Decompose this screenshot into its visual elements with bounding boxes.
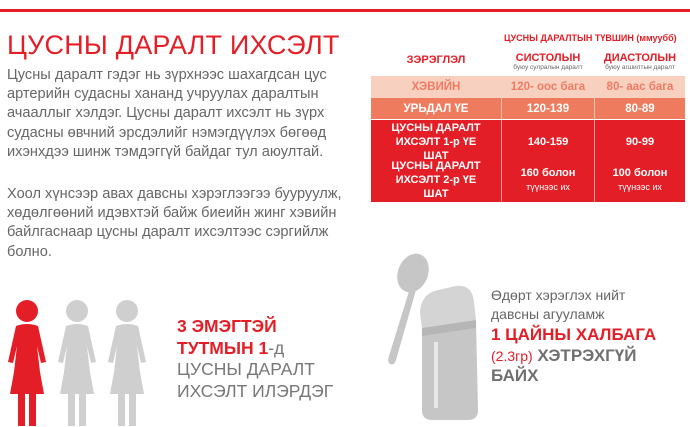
- cell-systolic: [502, 160, 594, 200]
- cell-systolic: 120-139: [526, 102, 570, 115]
- header-systolic: СИСТОЛЫН: [515, 52, 581, 64]
- table-row-normal: [371, 76, 685, 98]
- cell-diastolic: 80-89: [625, 102, 655, 115]
- woman-icon-red: [8, 300, 46, 426]
- cell-diastolic-sub: түүнээс их: [618, 182, 662, 192]
- table-header: [371, 46, 685, 75]
- table-row-prehypertension: [371, 98, 685, 119]
- header-diastolic: ДИАСТОЛЫН: [603, 52, 677, 64]
- women-figures-illustration: [0, 300, 170, 427]
- header-systolic-sub: буюу сулралын даралт: [513, 64, 583, 71]
- salt-recommendation: [491, 286, 690, 386]
- stat-line4: ИХСЭЛТ ИЛЭРДЭГ: [177, 380, 334, 401]
- header-stage: ЗЭРЭГЛЭЛ: [406, 54, 466, 66]
- salt-line4a: ХЭТРЭХГҮЙ: [537, 346, 637, 365]
- table-row-stage1: [371, 122, 685, 162]
- cell-stage: ХЭВИЙН: [411, 81, 461, 93]
- cell-diastolic: [595, 160, 685, 200]
- table-rows-hypertension: [371, 120, 685, 202]
- page-title: ЦУСНЫ ДАРАЛТ ИХСЭЛТ: [7, 30, 340, 60]
- salt-line1: Өдөрт хэрэглэх нийт: [491, 287, 626, 303]
- cell-diastolic: 90-99: [625, 136, 655, 148]
- cell-diastolic: 80- аас бага: [606, 81, 674, 93]
- salt-weight: (2.3гр): [491, 348, 533, 364]
- stat-line2-suffix: -д: [268, 337, 285, 358]
- salt-spoon-illustration: [380, 250, 492, 425]
- intro-paragraph: Цусны даралт гэдэг нь зүрхнээс шахагдсан цус артерийн судасны хананд учруулах даралтын ачааллыг хэлдэг. Цусны даралт ихсэлт нь зүрх судасны өвчний эрсдэлийг нэмэгдүүлэх бөгөөд ихэнхдээ шинж тэмдэггүй байдаг тул аюултай.: [7, 67, 327, 160]
- table-row-stage2: [371, 160, 685, 200]
- cell-stage: УРЬДАЛ ҮЕ: [403, 102, 469, 115]
- cell-stage: ЦУСНЫ ДАРАЛТ ИХСЭЛТ 2-р ҮЕ ШАТ: [391, 160, 481, 200]
- salt-shaker-icon: [420, 286, 478, 420]
- cell-systolic-sub: түүнээс их: [526, 182, 570, 192]
- cell-systolic: 120- оос бага: [510, 81, 586, 93]
- stat-line1: 3 ЭМЭГТЭЙ: [177, 316, 277, 336]
- prevention-paragraph: Хоол хүнсээр авах давсны хэрэглээгээ бууруулж, хөдөлгөөний идэвхтэй байж биеийн жинг хэвийн байлгаснаар цусны даралт ихсэлтээс сэргийлж болно.: [7, 186, 342, 260]
- salt-line5: БАЙХ: [491, 366, 539, 385]
- table-title: ЦУСНЫ ДАРАЛТЫН ТҮВШИН (ммуубб): [504, 33, 677, 43]
- stat-line2-bold: ТУТМЫН 1: [177, 337, 269, 358]
- woman-icon-gray: [58, 300, 96, 426]
- cell-systolic-value: 160 болон: [520, 167, 576, 179]
- cell-stage: ЦУСНЫ ДАРАЛТ ИХСЭЛТ 1-р ҮЕ ШАТ: [391, 122, 481, 162]
- salt-line3: 1 ЦАЙНЫ ХАЛБАГА: [491, 325, 657, 344]
- woman-icon-gray: [108, 300, 146, 426]
- salt-line4: [491, 346, 690, 366]
- stat-line2: [177, 338, 333, 360]
- header-diastolic-sub: буюу агшилтын даралт: [605, 64, 675, 71]
- top-accent-bar: [0, 9, 690, 12]
- cell-diastolic-value: 100 болон: [612, 167, 668, 179]
- cell-systolic: 140-159: [527, 136, 569, 148]
- stat-line3: ЦУСНЫ ДАРАЛТ: [177, 359, 315, 379]
- hypertension-stat: [177, 316, 333, 402]
- salt-line2: давсны агууламж: [491, 306, 605, 322]
